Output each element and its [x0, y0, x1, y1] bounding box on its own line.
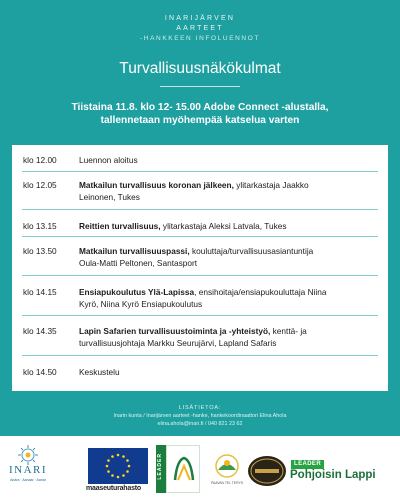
inari-wordmark: INARI	[8, 464, 48, 476]
schedule-speaker-topic: Reittien turvallisuus,	[79, 221, 161, 231]
schedule-desc	[79, 220, 379, 232]
schedule-time: klo 14.50	[23, 367, 57, 377]
schedule-desc	[79, 366, 379, 378]
subtitle-line-1: Tiistaina 11.8. klo 12- 15.00 Adobe Connect -alustalla,	[71, 102, 329, 113]
inari-emblem-icon	[6, 444, 50, 466]
schedule-detail-line2: Oula-Matti Peltonen, Santasport	[79, 258, 198, 268]
maaseuturahasto-label: maaseuturahasto	[86, 485, 141, 492]
schedule-desc	[79, 179, 379, 203]
schedule-time: klo 14.15	[23, 287, 57, 297]
round-emblem-icon	[212, 453, 242, 481]
eu-stars-icon	[88, 448, 148, 484]
leader-emblem-icon	[167, 446, 201, 494]
org-line-1: INARIJÄRVEN	[164, 15, 236, 22]
aarteet-logo	[247, 453, 287, 489]
schedule-detail-line2: Kyrö, Niina Kyrö Ensiapukoulutus	[79, 299, 203, 309]
row-divider	[22, 236, 378, 237]
row-divider	[22, 275, 378, 276]
leader-badge: LEADER	[291, 460, 324, 469]
row-divider	[22, 209, 378, 210]
schedule-detail-line2: turvallisuusjohtaja Markku Seurujärvi, Lapland Safaris	[79, 338, 277, 348]
schedule-time: klo 13.15	[23, 221, 57, 231]
round-logo-caption: PAAVAN TEL TERYS	[210, 481, 244, 485]
title-divider	[160, 86, 240, 87]
organizer-block	[0, 14, 400, 44]
schedule-speaker-topic: Matkailun turvallisuuspassi,	[79, 246, 190, 256]
org-line-3: -HANKKEEN INFOLUENNOT	[140, 35, 260, 42]
schedule-detail: ylitarkastaja Aleksi Latvala, Tukes	[160, 221, 287, 231]
row-divider	[22, 171, 378, 172]
schedule-detail: , ensihoitaja/ensiapukouluttaja Niina	[194, 287, 327, 297]
org-line-2: AARTEET	[176, 25, 224, 32]
schedule-desc	[79, 286, 379, 310]
schedule-detail: Luennon aloitus	[79, 155, 138, 165]
contact-line-2: elina.ahola@inari.fi / 040 821 23 62	[157, 421, 243, 427]
leader-logo-tile	[166, 445, 200, 493]
aarteet-oval-icon	[247, 453, 287, 489]
schedule-time: klo 13.50	[23, 246, 57, 256]
inari-subtext: Anára · Aanaar · Aanar	[10, 478, 46, 482]
schedule-card	[12, 145, 388, 391]
contact-line-1: Inarin kunta / Inarijärven aarteet -hanke, hankekoordinaattori Elina Ahola	[113, 413, 287, 419]
row-divider	[22, 315, 378, 316]
sponsor-logo-strip	[0, 436, 400, 500]
schedule-desc	[79, 325, 379, 349]
schedule-detail: Keskustelu	[79, 367, 120, 377]
leader-vertical-bar	[156, 445, 166, 493]
schedule-detail: kouluttaja/turvallisuusasiantuntija	[189, 246, 314, 256]
round-partner-logo	[212, 453, 242, 489]
schedule-desc	[79, 245, 379, 269]
poster-title: Turvallisuusnäkökulmat	[119, 60, 281, 77]
schedule-time: klo 14.35	[23, 326, 57, 336]
schedule-detail: kenttä- ja	[270, 326, 307, 336]
contact-heading: LISÄTIETOA:	[178, 405, 222, 411]
leader-vertical-text: LEADER	[157, 453, 163, 480]
subtitle-line-2: tallennetaan myöhempää katselua varten	[100, 115, 300, 126]
schedule-desc	[79, 154, 379, 166]
pohjoisin-lappi-wordmark: Pohjoisin Lappi	[290, 469, 376, 481]
inari-logo	[6, 444, 50, 492]
schedule-speaker-topic: Matkailun turvallisuus koronan jälkeen,	[79, 180, 234, 190]
schedule-time: klo 12.05	[23, 180, 57, 190]
event-subtitle	[0, 101, 400, 127]
schedule-detail-line2: Leinonen, Tukes	[79, 192, 140, 202]
schedule-time: klo 12.00	[23, 155, 57, 165]
schedule-speaker-topic: Lapin Safarien turvallisuustoiminta ja -yhteistyö,	[79, 326, 271, 336]
schedule-detail: ylitarkastaja Jaakko	[233, 180, 309, 190]
row-divider	[22, 355, 378, 356]
eu-flag-logo	[88, 448, 148, 484]
schedule-speaker-topic: Ensiapukoulutus Ylä-Lapissa	[79, 287, 195, 297]
contact-info	[0, 404, 400, 428]
